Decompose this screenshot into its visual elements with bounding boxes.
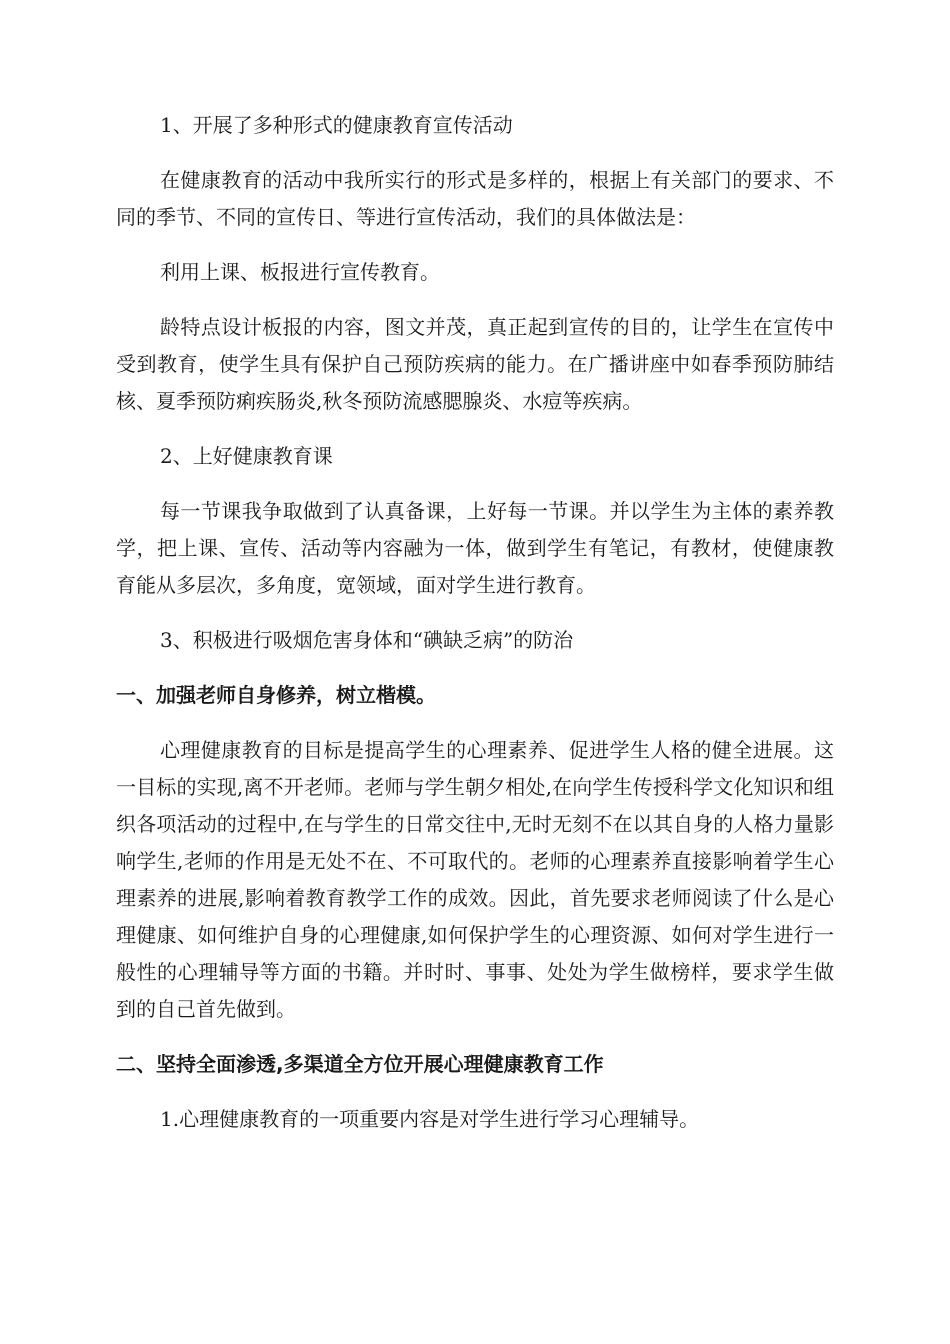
- paragraph-2: 在健康教育的活动中我所实行的形式是多样的，根据上有关部门的要求、不同的季节、不同的宣传日、等进行宣传活动，我们的具体做法是：: [116, 168, 834, 229]
- paragraph-9: 1.心理健康教育的一项重要内容是对学生进行学习心理辅导。: [160, 1107, 700, 1131]
- paragraph-6: 每一节课我争取做到了认真备课，上好每一节课。并以学生为主体的素养教学，把上课、宣传、活动等内容融为一体，做到学生有笔记，有教材，使健康教育能从多层次，多角度，宽领域，面对学生进行教育。: [116, 499, 834, 597]
- section-heading-1: 一、加强老师自身修养，树立楷模。: [116, 683, 436, 707]
- paragraph-3: 利用上课、板报进行宣传教育。: [160, 260, 440, 284]
- paragraph-1: 1、开展了多种形式的健康教育宣传活动: [160, 113, 513, 137]
- section-heading-2: 二、坚持全面渗透,多渠道全方位开展心理健康教育工作: [116, 1052, 604, 1076]
- paragraph-8: 心理健康教育的目标是提高学生的心理素养、促进学生人格的健全进展。这一目标的实现,离不开老师。老师与学生朝夕相处,在向学生传授科学文化知识和组织各项活动的过程中,在与学生的日常交往中,无时无刻不在以其自身的人格力量影响学生,老师的作用是无处不在、不可取代的。老师的心理素养直接影响着学生心理素养的进展,影响着教育教学工作的成效。因此，首先要求老师阅读了什么是心理健康、如何维护自身的心理健康,如何保护学生的心理资源、如何对学生进行一般性的心理辅导等方面的书籍。并时时、事事、处处为学生做榜样，要求学生做到的自己首先做到。: [116, 738, 834, 1021]
- paragraph-5: 2、上好健康教育课: [160, 444, 333, 468]
- paragraph-7: 3、积极进行吸烟危害身体和“碘缺乏病”的防治: [160, 628, 574, 652]
- document-body: [116, 107, 834, 1156]
- paragraph-4: 龄特点设计板报的内容，图文并茂，真正起到宣传的目的，让学生在宣传中受到教育，使学生具有保护自己预防疾病的能力。在广播讲座中如春季预防肺结核、夏季预防痢疾肠炎,秋冬预防流感腮腺炎、水痘等疾病。: [116, 315, 834, 413]
